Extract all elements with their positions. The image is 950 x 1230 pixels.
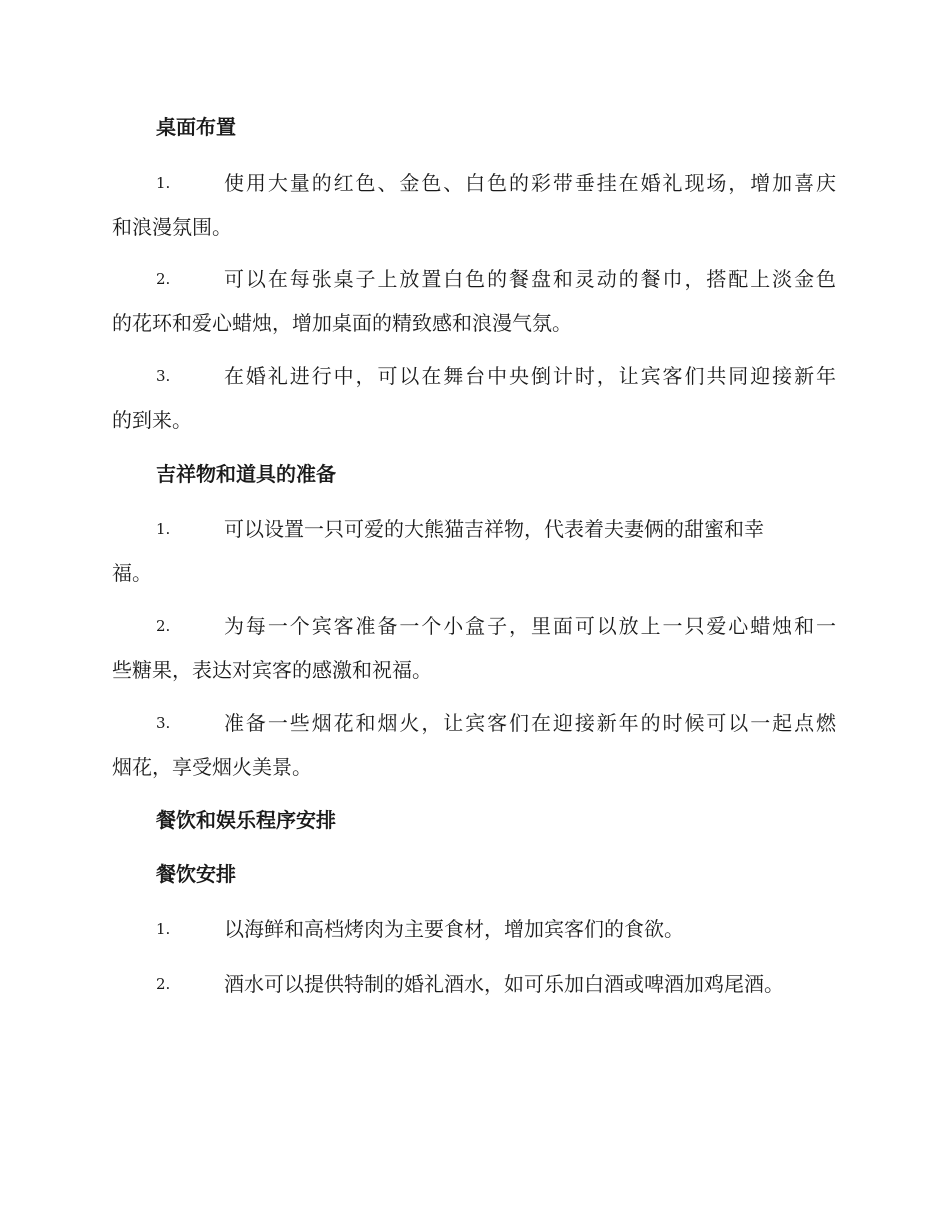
section-heading-catering-entertainment: 餐饮和娱乐程序安排: [156, 808, 336, 832]
list-item: [112, 363, 836, 433]
list-number: 2.: [156, 975, 171, 993]
list-item: [112, 971, 836, 997]
list-item: [112, 916, 836, 942]
list-item: [112, 266, 836, 336]
list-item-text: 以海鲜和高档烤肉为主要食材，增加宾客们的食欲。: [224, 917, 684, 941]
list-number: 1.: [156, 174, 171, 192]
list-item-text-continued: 烟花，享受烟火美景。: [112, 755, 312, 779]
list-number: 1.: [156, 920, 171, 938]
list-number: 1.: [156, 520, 171, 538]
list-item-text: 使用大量的红色、金色、白色的彩带垂挂在婚礼现场，增加喜庆: [224, 171, 836, 195]
list-number: 2.: [156, 617, 171, 635]
list-item-text: 可以设置一只可爱的大熊猫吉祥物，代表着夫妻俩的甜蜜和幸: [224, 517, 764, 541]
list-item-text: 在婚礼进行中，可以在舞台中央倒计时，让宾客们共同迎接新年: [224, 364, 836, 388]
list-item-text-continued: 的到来。: [112, 408, 192, 432]
list-item: [112, 613, 836, 683]
list-item: [112, 170, 836, 240]
list-item: [112, 516, 836, 586]
section-heading-table-setup: 桌面布置: [156, 115, 236, 139]
list-item: [112, 710, 836, 780]
list-item-text: 可以在每张桌子上放置白色的餐盘和灵动的餐巾，搭配上淡金色: [224, 267, 836, 291]
list-number: 2.: [156, 270, 171, 288]
list-item-text-continued: 和浪漫氛围。: [112, 215, 232, 239]
list-item-text: 准备一些烟花和烟火，让宾客们在迎接新年的时候可以一起点燃: [224, 711, 836, 735]
list-item-text-continued: 福。: [112, 561, 152, 585]
list-item-text: 为每一个宾客准备一个小盒子，里面可以放上一只爱心蜡烛和一: [224, 614, 836, 638]
list-number: 3.: [156, 714, 171, 732]
list-item-text-continued: 的花环和爱心蜡烛，增加桌面的精致感和浪漫气氛。: [112, 311, 572, 335]
list-item-text: 酒水可以提供特制的婚礼酒水，如可乐加白酒或啤酒加鸡尾酒。: [224, 972, 784, 996]
section-heading-catering: 餐饮安排: [156, 862, 236, 886]
section-heading-mascot-props: 吉祥物和道具的准备: [156, 462, 336, 486]
list-number: 3.: [156, 367, 171, 385]
list-item-text-continued: 些糖果，表达对宾客的感激和祝福。: [112, 658, 432, 682]
